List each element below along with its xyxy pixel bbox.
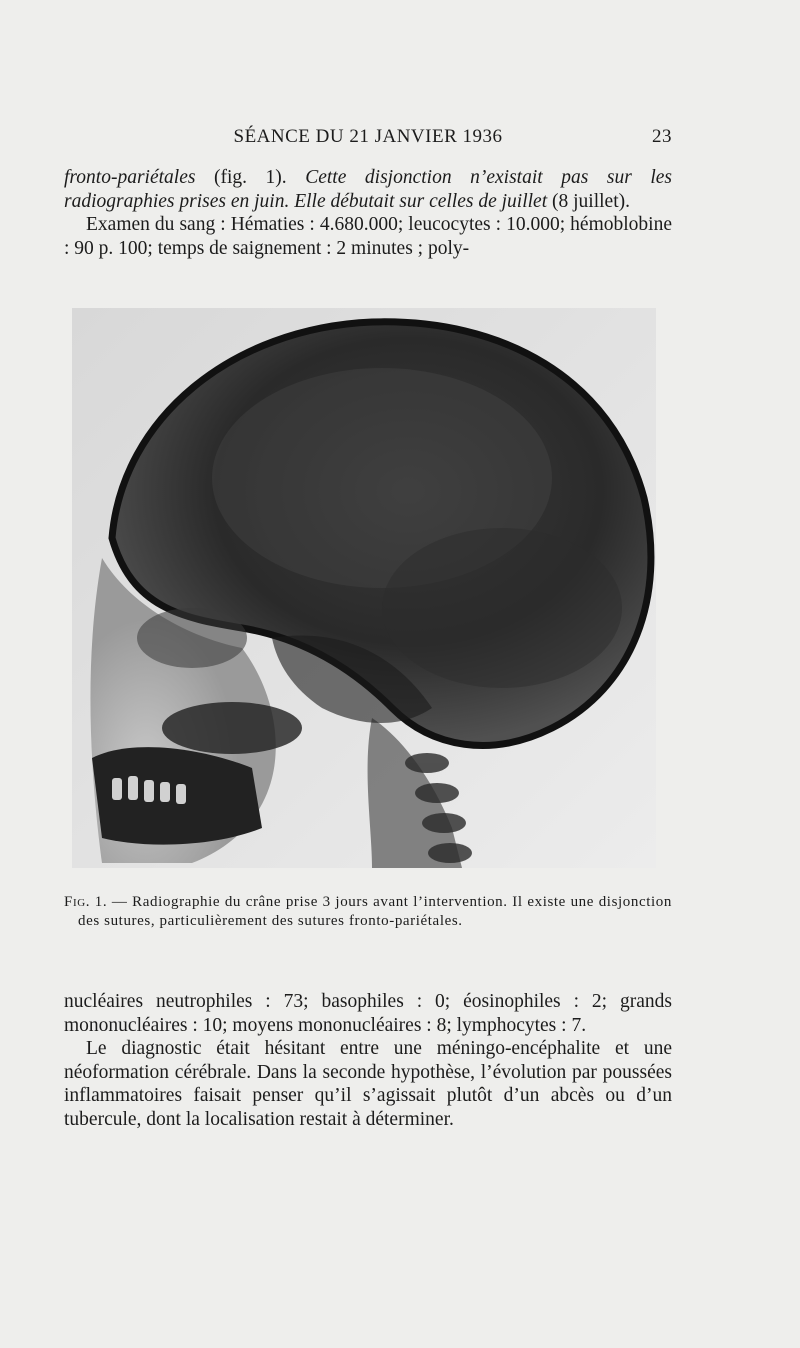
date-note: (8 juillet). bbox=[547, 190, 630, 212]
page-number: 23 bbox=[652, 126, 672, 147]
skull-radiograph-figure bbox=[72, 308, 656, 868]
italic-term: fronto-pariétales bbox=[64, 167, 196, 188]
figure-reference: (fig. 1). bbox=[195, 167, 306, 188]
italic-sentence: Cette disjonction n’existait pas sur les radiographies prises en juin. Elle débutait sur celles de juillet bbox=[64, 167, 672, 212]
blood-exam-paragraph: Examen du sang : Hématies : 4.680.000; leucocytes : 10.000; hémoblobine : 90 p. 100; temps de saignement : 2 minutes ; poly- bbox=[64, 214, 672, 259]
figure-caption bbox=[64, 893, 672, 931]
top-paragraph-1 bbox=[64, 166, 672, 213]
caption-label: Fig. 1. bbox=[64, 894, 108, 910]
blood-formula-paragraph: nucléaires neutrophiles : 73; basophiles : 0; éosinophiles : 2; grands mononucléaires : 10; moyens mononucléaires : 8; lymphocytes : 7. bbox=[64, 991, 672, 1036]
running-head-title: SÉANCE DU 21 JANVIER 1936 bbox=[233, 126, 503, 147]
caption-text: Radiographie du crâne prise 3 jours avant l’intervention. Il existe une disjonction des sutures, particulièrement des sutures fronto-pariétales. bbox=[78, 894, 672, 929]
running-head bbox=[64, 122, 672, 154]
caption-dash: — bbox=[107, 894, 133, 910]
caption-body bbox=[64, 893, 672, 931]
diagnosis-paragraph: Le diagnostic était hésitant entre une méningo-encéphalite et une néoformation cérébrale. Dans la seconde hypothèse, l’évolution par poussées inflammatoires faisait penser qu’il s’agissait plutôt d’un abcès ou d’un tubercule, dont la localisation restait à déterminer. bbox=[64, 1038, 672, 1130]
top-text-block bbox=[64, 166, 672, 260]
bottom-text-block bbox=[64, 990, 672, 1131]
skull-radiograph bbox=[72, 308, 656, 868]
